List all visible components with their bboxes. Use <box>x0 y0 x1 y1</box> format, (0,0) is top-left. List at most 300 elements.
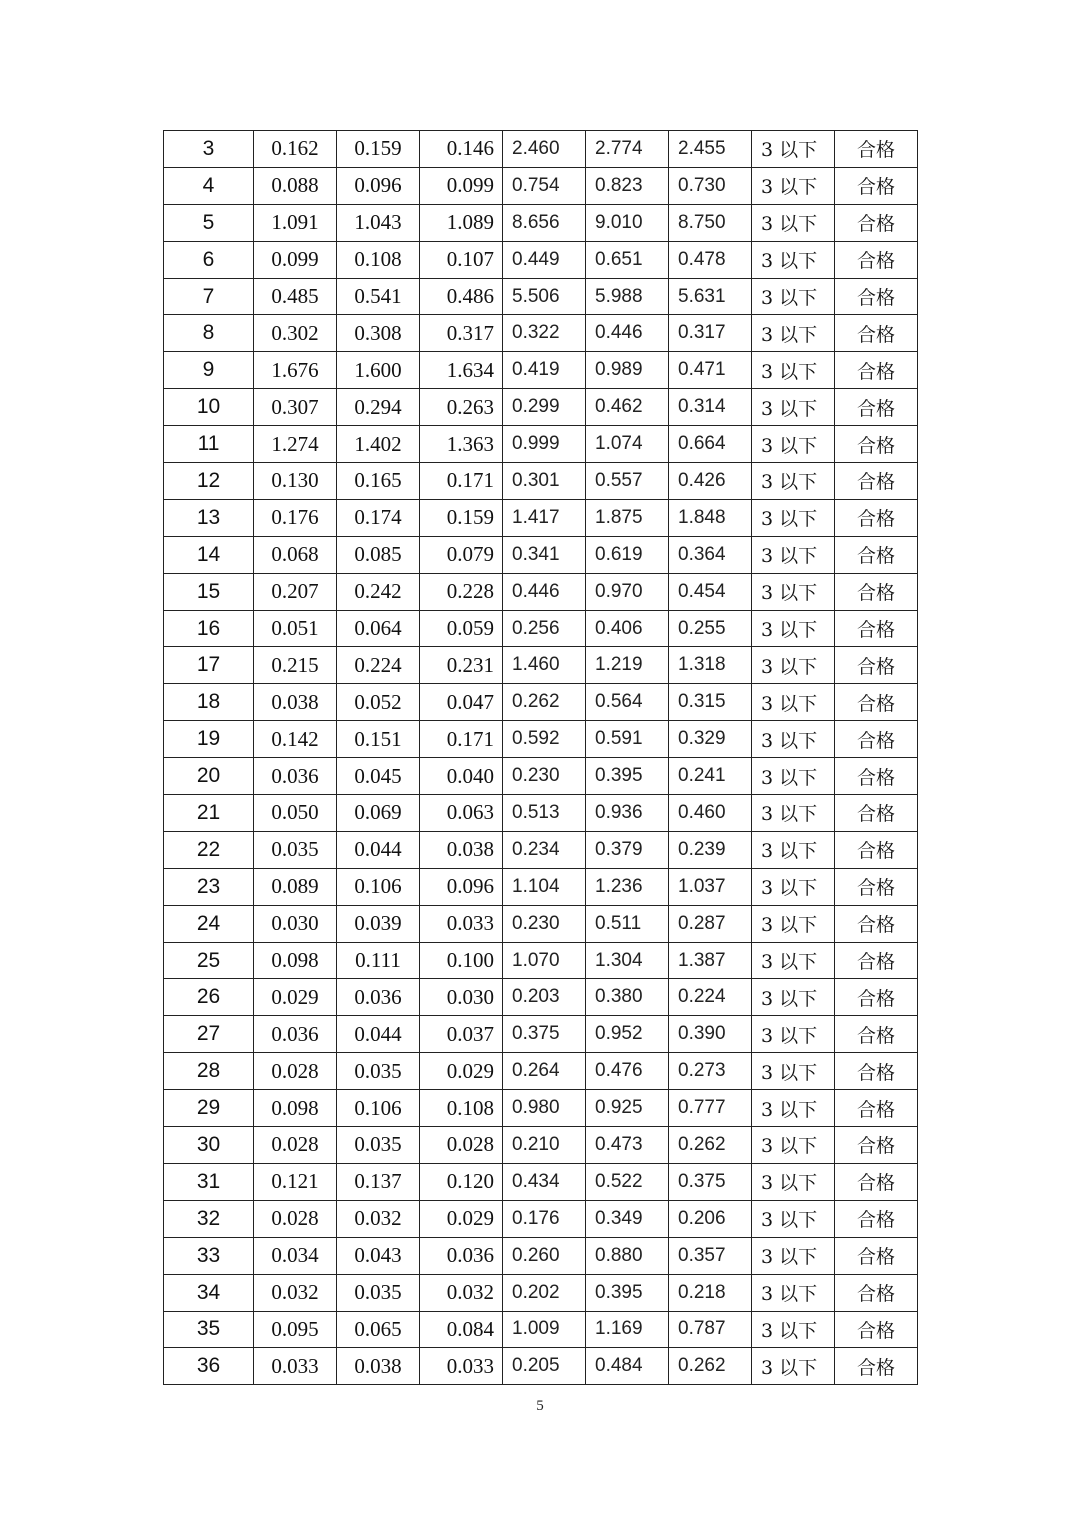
table-row <box>164 131 918 168</box>
cell-value-b3: 0.454 <box>669 573 752 610</box>
cell-value-b2: 0.380 <box>586 979 669 1016</box>
cell-value-a2: 0.038 <box>337 1348 420 1385</box>
cell-value-a2: 0.043 <box>337 1237 420 1274</box>
cell-value-a3: 0.096 <box>420 868 503 905</box>
cell-value-a1: 0.028 <box>254 1127 337 1164</box>
table-row <box>164 831 918 868</box>
cell-sample-number: 14 <box>164 536 254 573</box>
cell-limit: 3 以下 <box>752 1127 835 1164</box>
table-row <box>164 684 918 721</box>
table-row <box>164 352 918 389</box>
cell-value-b1: 0.230 <box>503 758 586 795</box>
cell-value-b1: 0.513 <box>503 795 586 832</box>
cell-value-b1: 0.176 <box>503 1200 586 1237</box>
table-row <box>164 463 918 500</box>
cell-value-b3: 0.262 <box>669 1348 752 1385</box>
cell-sample-number: 26 <box>164 979 254 1016</box>
cell-limit: 3 以下 <box>752 204 835 241</box>
cell-sample-number: 36 <box>164 1348 254 1385</box>
cell-value-a1: 0.176 <box>254 499 337 536</box>
cell-value-b3: 0.262 <box>669 1127 752 1164</box>
cell-value-a3: 0.037 <box>420 1016 503 1053</box>
cell-value-a1: 0.307 <box>254 389 337 426</box>
cell-result: 合格 <box>835 241 918 278</box>
cell-value-a3: 0.030 <box>420 979 503 1016</box>
cell-value-b2: 0.446 <box>586 315 669 352</box>
cell-value-b1: 1.070 <box>503 942 586 979</box>
cell-value-a1: 0.028 <box>254 1053 337 1090</box>
cell-value-a3: 1.363 <box>420 426 503 463</box>
cell-value-b1: 0.375 <box>503 1016 586 1053</box>
cell-sample-number: 33 <box>164 1237 254 1274</box>
cell-value-b1: 1.417 <box>503 499 586 536</box>
cell-value-a2: 0.039 <box>337 905 420 942</box>
cell-value-b2: 0.651 <box>586 241 669 278</box>
table-row <box>164 278 918 315</box>
cell-sample-number: 11 <box>164 426 254 463</box>
cell-result: 合格 <box>835 684 918 721</box>
cell-result: 合格 <box>835 352 918 389</box>
cell-value-b3: 0.255 <box>669 610 752 647</box>
table-row <box>164 1163 918 1200</box>
cell-sample-number: 16 <box>164 610 254 647</box>
cell-result: 合格 <box>835 831 918 868</box>
cell-result: 合格 <box>835 278 918 315</box>
cell-value-b1: 0.260 <box>503 1237 586 1274</box>
cell-sample-number: 9 <box>164 352 254 389</box>
cell-value-b2: 9.010 <box>586 204 669 241</box>
cell-value-b1: 0.434 <box>503 1163 586 1200</box>
cell-limit: 3 以下 <box>752 1200 835 1237</box>
cell-value-b2: 0.564 <box>586 684 669 721</box>
cell-limit: 3 以下 <box>752 684 835 721</box>
cell-value-b2: 0.349 <box>586 1200 669 1237</box>
cell-limit: 3 以下 <box>752 499 835 536</box>
cell-value-a3: 0.033 <box>420 905 503 942</box>
cell-sample-number: 20 <box>164 758 254 795</box>
cell-value-a2: 0.165 <box>337 463 420 500</box>
cell-result: 合格 <box>835 1200 918 1237</box>
cell-value-a1: 0.485 <box>254 278 337 315</box>
table-row <box>164 979 918 1016</box>
cell-limit: 3 以下 <box>752 647 835 684</box>
cell-value-a3: 0.059 <box>420 610 503 647</box>
cell-value-a3: 0.036 <box>420 1237 503 1274</box>
cell-value-a3: 0.120 <box>420 1163 503 1200</box>
cell-value-b2: 0.936 <box>586 795 669 832</box>
cell-value-b1: 0.754 <box>503 167 586 204</box>
cell-limit: 3 以下 <box>752 1348 835 1385</box>
cell-value-a1: 0.121 <box>254 1163 337 1200</box>
cell-result: 合格 <box>835 1163 918 1200</box>
cell-value-a2: 0.108 <box>337 241 420 278</box>
cell-value-b2: 0.823 <box>586 167 669 204</box>
cell-value-a1: 0.036 <box>254 758 337 795</box>
cell-limit: 3 以下 <box>752 942 835 979</box>
cell-result: 合格 <box>835 647 918 684</box>
cell-sample-number: 28 <box>164 1053 254 1090</box>
cell-value-a3: 0.108 <box>420 1090 503 1127</box>
cell-value-a1: 0.099 <box>254 241 337 278</box>
cell-sample-number: 27 <box>164 1016 254 1053</box>
cell-limit: 3 以下 <box>752 979 835 1016</box>
cell-value-b2: 0.970 <box>586 573 669 610</box>
cell-value-b3: 0.478 <box>669 241 752 278</box>
cell-value-b3: 0.390 <box>669 1016 752 1053</box>
cell-value-b3: 0.787 <box>669 1311 752 1348</box>
cell-value-b2: 0.473 <box>586 1127 669 1164</box>
table-row <box>164 204 918 241</box>
cell-value-b2: 0.395 <box>586 1274 669 1311</box>
cell-value-b3: 0.426 <box>669 463 752 500</box>
cell-value-a3: 0.171 <box>420 721 503 758</box>
cell-value-a2: 0.032 <box>337 1200 420 1237</box>
cell-value-a2: 1.402 <box>337 426 420 463</box>
cell-sample-number: 12 <box>164 463 254 500</box>
table-row <box>164 942 918 979</box>
cell-value-b1: 0.203 <box>503 979 586 1016</box>
cell-result: 合格 <box>835 1016 918 1053</box>
cell-value-b2: 1.219 <box>586 647 669 684</box>
cell-value-a1: 0.032 <box>254 1274 337 1311</box>
cell-sample-number: 3 <box>164 131 254 168</box>
cell-value-b2: 0.989 <box>586 352 669 389</box>
cell-value-a1: 0.036 <box>254 1016 337 1053</box>
cell-value-b3: 1.318 <box>669 647 752 684</box>
cell-value-b3: 0.460 <box>669 795 752 832</box>
measurement-table-body <box>164 131 918 1385</box>
cell-value-a3: 0.040 <box>420 758 503 795</box>
cell-sample-number: 35 <box>164 1311 254 1348</box>
cell-result: 合格 <box>835 905 918 942</box>
cell-result: 合格 <box>835 758 918 795</box>
cell-sample-number: 19 <box>164 721 254 758</box>
cell-value-a2: 0.106 <box>337 1090 420 1127</box>
cell-limit: 3 以下 <box>752 315 835 352</box>
cell-value-a2: 0.541 <box>337 278 420 315</box>
cell-limit: 3 以下 <box>752 610 835 647</box>
cell-value-b1: 0.210 <box>503 1127 586 1164</box>
cell-value-b3: 0.357 <box>669 1237 752 1274</box>
cell-sample-number: 8 <box>164 315 254 352</box>
table-row <box>164 868 918 905</box>
cell-value-b1: 0.592 <box>503 721 586 758</box>
cell-value-a3: 0.228 <box>420 573 503 610</box>
cell-value-a2: 0.035 <box>337 1127 420 1164</box>
cell-limit: 3 以下 <box>752 1163 835 1200</box>
cell-limit: 3 以下 <box>752 1053 835 1090</box>
cell-value-b3: 8.750 <box>669 204 752 241</box>
cell-value-a1: 1.274 <box>254 426 337 463</box>
cell-value-a3: 0.486 <box>420 278 503 315</box>
cell-value-a2: 0.036 <box>337 979 420 1016</box>
cell-result: 合格 <box>835 868 918 905</box>
cell-value-b3: 1.037 <box>669 868 752 905</box>
cell-value-b3: 0.315 <box>669 684 752 721</box>
cell-value-a1: 0.142 <box>254 721 337 758</box>
cell-sample-number: 23 <box>164 868 254 905</box>
cell-limit: 3 以下 <box>752 389 835 426</box>
cell-value-a2: 1.600 <box>337 352 420 389</box>
cell-sample-number: 10 <box>164 389 254 426</box>
cell-value-a2: 0.294 <box>337 389 420 426</box>
cell-result: 合格 <box>835 204 918 241</box>
cell-value-b2: 0.880 <box>586 1237 669 1274</box>
cell-value-b3: 0.317 <box>669 315 752 352</box>
cell-value-b1: 0.999 <box>503 426 586 463</box>
cell-value-a2: 0.065 <box>337 1311 420 1348</box>
cell-value-a2: 0.106 <box>337 868 420 905</box>
cell-limit: 3 以下 <box>752 536 835 573</box>
cell-limit: 3 以下 <box>752 131 835 168</box>
cell-value-a2: 0.151 <box>337 721 420 758</box>
cell-value-b3: 0.471 <box>669 352 752 389</box>
table-row <box>164 610 918 647</box>
cell-value-b1: 1.009 <box>503 1311 586 1348</box>
cell-value-b3: 1.387 <box>669 942 752 979</box>
cell-value-b3: 0.777 <box>669 1090 752 1127</box>
cell-sample-number: 6 <box>164 241 254 278</box>
cell-value-a1: 0.095 <box>254 1311 337 1348</box>
table-row <box>164 573 918 610</box>
cell-value-b1: 0.256 <box>503 610 586 647</box>
cell-value-a1: 0.051 <box>254 610 337 647</box>
cell-value-a2: 0.035 <box>337 1274 420 1311</box>
cell-value-a2: 0.052 <box>337 684 420 721</box>
cell-limit: 3 以下 <box>752 167 835 204</box>
cell-sample-number: 15 <box>164 573 254 610</box>
table-row <box>164 389 918 426</box>
cell-result: 合格 <box>835 1127 918 1164</box>
cell-value-b1: 1.460 <box>503 647 586 684</box>
table-row <box>164 1237 918 1274</box>
cell-value-a3: 0.171 <box>420 463 503 500</box>
cell-value-a1: 0.207 <box>254 573 337 610</box>
cell-value-b3: 0.375 <box>669 1163 752 1200</box>
cell-value-b1: 0.299 <box>503 389 586 426</box>
cell-result: 合格 <box>835 942 918 979</box>
cell-value-a3: 0.084 <box>420 1311 503 1348</box>
cell-value-b2: 0.484 <box>586 1348 669 1385</box>
cell-value-a3: 0.029 <box>420 1053 503 1090</box>
cell-sample-number: 34 <box>164 1274 254 1311</box>
cell-limit: 3 以下 <box>752 721 835 758</box>
cell-limit: 3 以下 <box>752 463 835 500</box>
cell-value-a3: 0.032 <box>420 1274 503 1311</box>
cell-value-a2: 0.064 <box>337 610 420 647</box>
table-row <box>164 1090 918 1127</box>
cell-value-b1: 0.980 <box>503 1090 586 1127</box>
cell-value-b3: 0.273 <box>669 1053 752 1090</box>
cell-result: 合格 <box>835 499 918 536</box>
cell-value-b1: 0.264 <box>503 1053 586 1090</box>
cell-value-a1: 0.098 <box>254 1090 337 1127</box>
cell-result: 合格 <box>835 1348 918 1385</box>
cell-value-a1: 0.034 <box>254 1237 337 1274</box>
cell-value-b1: 0.322 <box>503 315 586 352</box>
cell-value-b1: 0.446 <box>503 573 586 610</box>
cell-value-a2: 0.174 <box>337 499 420 536</box>
cell-value-a1: 0.035 <box>254 831 337 868</box>
cell-value-b1: 5.506 <box>503 278 586 315</box>
cell-sample-number: 5 <box>164 204 254 241</box>
cell-value-a3: 0.317 <box>420 315 503 352</box>
cell-value-a1: 0.033 <box>254 1348 337 1385</box>
cell-value-a2: 0.035 <box>337 1053 420 1090</box>
cell-sample-number: 17 <box>164 647 254 684</box>
cell-value-b1: 0.230 <box>503 905 586 942</box>
table-row <box>164 721 918 758</box>
cell-value-b1: 0.341 <box>503 536 586 573</box>
cell-result: 合格 <box>835 1090 918 1127</box>
cell-sample-number: 31 <box>164 1163 254 1200</box>
cell-value-a3: 0.047 <box>420 684 503 721</box>
cell-value-b3: 0.287 <box>669 905 752 942</box>
cell-value-b1: 1.104 <box>503 868 586 905</box>
cell-sample-number: 25 <box>164 942 254 979</box>
cell-value-b3: 0.206 <box>669 1200 752 1237</box>
cell-value-a2: 0.044 <box>337 1016 420 1053</box>
cell-value-a2: 0.137 <box>337 1163 420 1200</box>
cell-value-a1: 0.029 <box>254 979 337 1016</box>
cell-value-a3: 0.099 <box>420 167 503 204</box>
cell-result: 合格 <box>835 979 918 1016</box>
cell-limit: 3 以下 <box>752 426 835 463</box>
cell-value-a1: 1.676 <box>254 352 337 389</box>
cell-value-a2: 0.111 <box>337 942 420 979</box>
cell-sample-number: 29 <box>164 1090 254 1127</box>
table-row <box>164 905 918 942</box>
cell-value-a1: 0.089 <box>254 868 337 905</box>
cell-value-a3: 0.033 <box>420 1348 503 1385</box>
cell-value-a2: 0.242 <box>337 573 420 610</box>
cell-value-a1: 0.098 <box>254 942 337 979</box>
cell-value-a2: 0.044 <box>337 831 420 868</box>
cell-value-a1: 0.215 <box>254 647 337 684</box>
cell-value-a3: 0.107 <box>420 241 503 278</box>
cell-value-a1: 0.130 <box>254 463 337 500</box>
cell-limit: 3 以下 <box>752 352 835 389</box>
cell-sample-number: 22 <box>164 831 254 868</box>
cell-value-a2: 1.043 <box>337 204 420 241</box>
cell-limit: 3 以下 <box>752 1274 835 1311</box>
cell-result: 合格 <box>835 573 918 610</box>
cell-result: 合格 <box>835 610 918 647</box>
cell-value-a1: 0.302 <box>254 315 337 352</box>
cell-sample-number: 32 <box>164 1200 254 1237</box>
cell-value-a3: 0.079 <box>420 536 503 573</box>
cell-value-a1: 0.030 <box>254 905 337 942</box>
cell-value-b1: 0.301 <box>503 463 586 500</box>
cell-value-a1: 0.162 <box>254 131 337 168</box>
cell-result: 合格 <box>835 426 918 463</box>
cell-result: 合格 <box>835 1237 918 1274</box>
table-row <box>164 758 918 795</box>
table-row <box>164 647 918 684</box>
cell-value-a3: 0.159 <box>420 499 503 536</box>
table-row <box>164 795 918 832</box>
cell-value-b3: 0.218 <box>669 1274 752 1311</box>
cell-value-b1: 0.262 <box>503 684 586 721</box>
cell-value-a1: 0.050 <box>254 795 337 832</box>
cell-value-b2: 0.379 <box>586 831 669 868</box>
cell-value-b2: 1.236 <box>586 868 669 905</box>
cell-value-a2: 0.069 <box>337 795 420 832</box>
cell-value-b2: 2.774 <box>586 131 669 168</box>
measurement-table <box>163 130 918 1385</box>
cell-value-b3: 0.730 <box>669 167 752 204</box>
cell-value-b1: 0.205 <box>503 1348 586 1385</box>
cell-limit: 3 以下 <box>752 241 835 278</box>
cell-value-a2: 0.096 <box>337 167 420 204</box>
cell-limit: 3 以下 <box>752 1311 835 1348</box>
cell-value-b3: 0.314 <box>669 389 752 426</box>
cell-value-b2: 0.476 <box>586 1053 669 1090</box>
cell-value-a3: 0.063 <box>420 795 503 832</box>
table-row <box>164 241 918 278</box>
cell-result: 合格 <box>835 721 918 758</box>
cell-result: 合格 <box>835 536 918 573</box>
cell-result: 合格 <box>835 1311 918 1348</box>
cell-limit: 3 以下 <box>752 573 835 610</box>
cell-value-b3: 0.664 <box>669 426 752 463</box>
cell-value-a1: 0.038 <box>254 684 337 721</box>
cell-sample-number: 24 <box>164 905 254 942</box>
cell-limit: 3 以下 <box>752 795 835 832</box>
cell-limit: 3 以下 <box>752 758 835 795</box>
cell-value-b2: 1.304 <box>586 942 669 979</box>
cell-value-a3: 0.038 <box>420 831 503 868</box>
cell-value-b3: 2.455 <box>669 131 752 168</box>
cell-value-b2: 0.925 <box>586 1090 669 1127</box>
cell-limit: 3 以下 <box>752 278 835 315</box>
cell-value-b2: 0.557 <box>586 463 669 500</box>
cell-value-a2: 0.085 <box>337 536 420 573</box>
cell-value-b1: 2.460 <box>503 131 586 168</box>
cell-value-a3: 1.634 <box>420 352 503 389</box>
cell-value-b2: 0.395 <box>586 758 669 795</box>
table-row <box>164 499 918 536</box>
cell-sample-number: 4 <box>164 167 254 204</box>
cell-result: 合格 <box>835 1053 918 1090</box>
cell-value-b1: 0.419 <box>503 352 586 389</box>
cell-value-b2: 0.619 <box>586 536 669 573</box>
cell-value-a1: 0.068 <box>254 536 337 573</box>
cell-value-b2: 0.462 <box>586 389 669 426</box>
cell-sample-number: 7 <box>164 278 254 315</box>
cell-result: 合格 <box>835 1274 918 1311</box>
cell-value-b2: 5.988 <box>586 278 669 315</box>
cell-value-a3: 0.028 <box>420 1127 503 1164</box>
cell-sample-number: 13 <box>164 499 254 536</box>
cell-value-b2: 1.169 <box>586 1311 669 1348</box>
table-row <box>164 1016 918 1053</box>
cell-limit: 3 以下 <box>752 1090 835 1127</box>
table-row <box>164 1127 918 1164</box>
table-row <box>164 315 918 352</box>
cell-value-b1: 8.656 <box>503 204 586 241</box>
cell-value-a3: 1.089 <box>420 204 503 241</box>
table-row <box>164 1053 918 1090</box>
cell-result: 合格 <box>835 389 918 426</box>
cell-result: 合格 <box>835 795 918 832</box>
cell-limit: 3 以下 <box>752 1237 835 1274</box>
cell-value-a2: 0.045 <box>337 758 420 795</box>
cell-limit: 3 以下 <box>752 905 835 942</box>
cell-value-b2: 0.406 <box>586 610 669 647</box>
cell-value-a1: 0.088 <box>254 167 337 204</box>
cell-sample-number: 30 <box>164 1127 254 1164</box>
